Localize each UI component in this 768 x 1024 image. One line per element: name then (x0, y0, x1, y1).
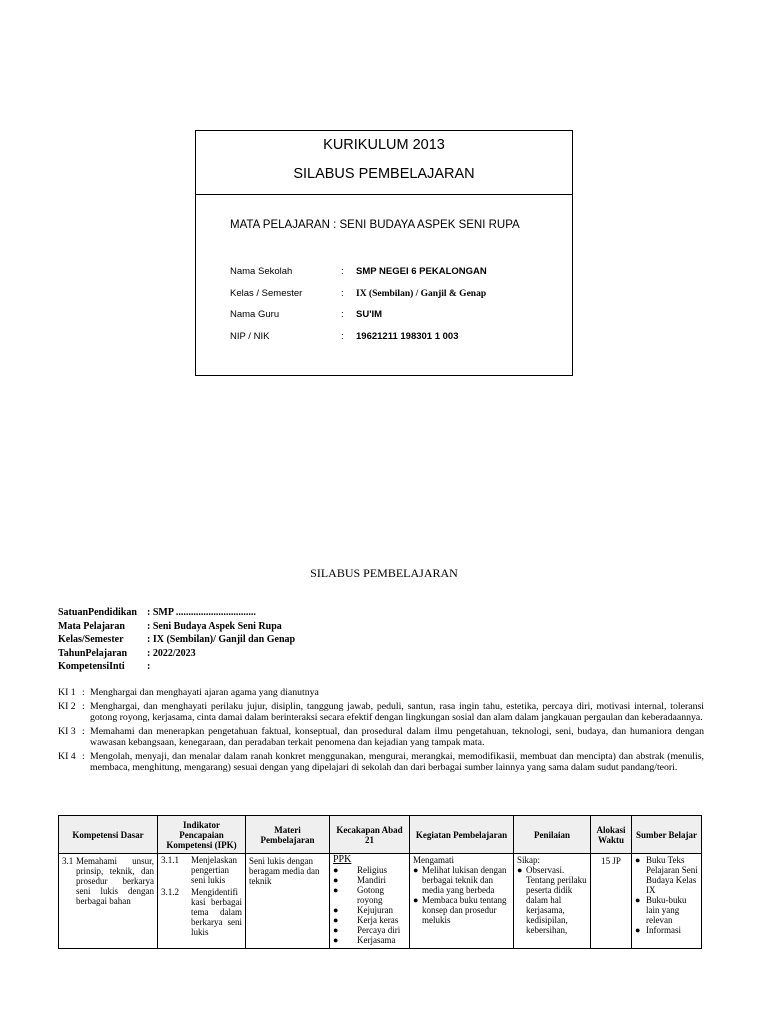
identity-row (58, 634, 295, 648)
header-sumber: Sumber Belajar (632, 816, 702, 854)
cover-info-label: Kelas / Semester (230, 287, 303, 299)
identity-label: TahunPelajaran (58, 647, 128, 659)
cell-kompetensi-dasar (59, 854, 158, 949)
bullet-icon: ● (333, 875, 339, 885)
page-title: SILABUS PEMBELAJARAN (310, 566, 458, 580)
ki-code: KI 3 (58, 725, 76, 737)
ki-item: KI 3 : Memahami dan menerapkan pengetahuan faktual, konseptual, dan prosedural dalam ilmu pengetahuan, teknologi, seni, budaya, dan humaniora dengan wawasan kebangsaan, kenegaraan, dan peradaban terkait penomena dan kejadian yang tampak mata. (58, 725, 704, 748)
header-penilaian: Penilaian (514, 816, 591, 854)
cover-info-row: Nama Guru : SU'IM (230, 309, 383, 320)
syllabus-table (58, 815, 702, 949)
cell-ipk (158, 854, 246, 949)
identity-value: : Seni Budaya Aspek Seni Rupa (147, 620, 282, 632)
penilaian-item: ● Observasi. (517, 865, 565, 875)
ppk-item: ● Kerjasama (333, 935, 396, 945)
bullet-icon: ● (333, 905, 339, 915)
identity-value: : (147, 661, 151, 672)
kegiatan-item: ● Melihat lukisan dengan berbagai teknik dan media yang berbeda (413, 865, 507, 895)
bullet-icon: ● (333, 885, 339, 895)
cover-info-value: SU'IM (356, 309, 383, 320)
identity-row (58, 621, 295, 635)
identity-value: : IX (Sembilan)/ Ganjil dan Genap (147, 634, 296, 645)
cover-box (195, 130, 573, 376)
materi-text: Seni lukis dengan beragam media dan teknik (249, 856, 320, 886)
sumber-item: ● Buku Teks Pelajaran Seni Budaya Kelas IX (635, 855, 698, 895)
cell-kegiatan (410, 854, 514, 949)
cover-info-label: Nama Guru (230, 309, 280, 320)
ipk-number: 3.1.1 (161, 855, 179, 865)
ki-code: KI 1 (58, 687, 76, 698)
ki-text: Mengolah, menyaji, dan menalar dalam ranah konkret menggunakan, mengurai, merangkai, memodifikasii, membuat dan mencipta) dan abstrak (menulis, membaca, menghitung, mengarang) sesuai dengan yang dipelajari di sekolah dan dari berbagai sumber lainnya yang sama dalam sudut pandang/teori. (90, 750, 704, 773)
table-header-row (59, 816, 702, 854)
bullet-icon: ● (333, 925, 339, 935)
header-alokasi: Alokasi Waktu (591, 816, 632, 854)
ki-code: KI 4 (58, 750, 76, 762)
table-row (59, 854, 702, 949)
cover-info-label: Nama Sekolah (230, 266, 293, 277)
ki-text: Menghargai dan menghayati ajaran agama yang dianutnya (90, 687, 319, 698)
bullet-icon: ● (635, 855, 641, 865)
cover-subject-value: : SENI BUDAYA ASPEK SENI RUPA (333, 219, 520, 231)
ppk-item: ● Kejujuran (333, 905, 393, 915)
header-kecakapan: Kecakapan Abad 21 (330, 816, 410, 854)
cover-info-row: NIP / NIK : 19621211 198301 1 003 (230, 330, 459, 342)
ipk-number: 3.1.2 (161, 887, 179, 897)
kd-text: Memahami unsur, prinsip, teknik, dan prosedur berkarya seni lukis dengan berbagai bahan (76, 856, 154, 906)
ppk-item: ● Religius (333, 865, 388, 875)
bullet-icon: ● (333, 935, 339, 945)
bullet-icon: ● (333, 915, 339, 925)
cover-info-row: Nama Sekolah : SMP NEGEI 6 PEKALONGAN (230, 266, 487, 277)
cell-materi (246, 854, 330, 949)
ki-text: Menghargai, dan menghayati perilaku jujur, disiplin, tanggung jawab, peduli, santun, rasa ingin tahu, estetika, percaya diri, motivasi internal, toleransi gotong royong, kerjasama, cinta damai dalam berinteraksi secara efektif dengan lingkungan sosial dan alam dalam jangkauan pergaulan dan keberadaannya. (90, 700, 704, 723)
ppk-label: PPK (333, 854, 352, 865)
bullet-icon: ● (517, 865, 523, 875)
identity-label: Kelas/Semester (58, 634, 124, 645)
sumber-item: ● Buku-buku lain yang relevan (635, 895, 687, 925)
cover-info-value: IX (Sembilan) / Ganjil & Genap (356, 288, 487, 299)
cover-info-row: Kelas / Semester : IX (Sembilan) / Ganjil & Genap (230, 287, 487, 299)
ki-item: KI 4 : Mengolah, menyaji, dan menalar dalam ranah konkret menggunakan, mengurai, merangkai, memodifikasii, membuat dan mencipta) dan abstrak (menulis, membaca, menghitung, mengarang) sesuai dengan yang dipelajari di sekolah dan dari berbagai sumber lainnya yang sama dalam sudut pandang/teori. (58, 750, 704, 773)
identity-row (58, 607, 295, 621)
bullet-icon: ● (413, 895, 419, 905)
header-kompetensi-dasar: Kompetensi Dasar (59, 816, 158, 854)
identity-value: : SMP ................................ (147, 607, 256, 618)
penilaian-head: Sikap: (517, 855, 541, 865)
ppk-item: ● Mandiri (333, 875, 386, 885)
cell-kecakapan (330, 854, 410, 949)
ipk-text: Mengidentifi kasi berbagai tema dalam berkarya seni lukis (191, 887, 242, 937)
ppk-item: ● Percaya diri (333, 925, 401, 935)
kegiatan-head: Mengamati (413, 855, 454, 865)
bullet-icon: ● (635, 925, 641, 935)
ppk-item: ● Gotong royong (333, 885, 384, 905)
cover-info-value: SMP NEGEI 6 PEKALONGAN (356, 266, 487, 277)
identity-row (58, 661, 295, 675)
header-ipk: Indikator Pencapaian Kompetensi (IPK) (158, 816, 246, 854)
identity-row (58, 648, 295, 662)
cell-penilaian (514, 854, 591, 949)
bullet-icon: ● (413, 865, 419, 875)
alokasi-value: 15 JP (601, 856, 621, 866)
identity-label: SatuanPendidikan (58, 607, 137, 618)
cover-info (230, 266, 487, 352)
ki-list (58, 687, 704, 776)
cover-subtitle: SILABUS PEMBELAJARAN (293, 166, 475, 182)
cover-info-label: NIP / NIK (230, 330, 270, 342)
ki-text: Memahami dan menerapkan pengetahuan faktual, konseptual, dan prosedural dalam ilmu pengetahuan, teknologi, seni, budaya, dan humaniora dengan wawasan kebangsaan, kenegaraan, dan peradaban terkait penomena dan kejadian yang tampak mata. (90, 725, 704, 748)
bullet-icon: ● (635, 895, 641, 905)
kegiatan-item: ● Membaca buku tentang konsep dan prosedur melukis (413, 895, 507, 925)
identity-label: Mata Pelajaran (58, 620, 125, 632)
identity-label: KompetensiInti (58, 661, 125, 672)
ki-item: KI 1 : Menghargai dan menghayati ajaran agama yang dianutnya (58, 687, 704, 699)
cell-sumber (632, 854, 702, 949)
ki-code: KI 2 (58, 700, 76, 712)
penilaian-text: Tentang perilaku peserta didik dalam hal kerjasama, kedisipilan, kebersihan, (526, 875, 587, 935)
cover-info-value: 19621211 198301 1 003 (356, 330, 459, 342)
sumber-item: ● Informasi (635, 925, 681, 935)
header-kegiatan: Kegiatan Pembelajaran (410, 816, 514, 854)
cover-subject (230, 219, 520, 231)
cover-header (196, 131, 572, 195)
bullet-icon: ● (333, 865, 339, 875)
ki-item: KI 2 : Menghargai, dan menghayati perilaku jujur, disiplin, tanggung jawab, peduli, santun, rasa ingin tahu, estetika, percaya diri, motivasi internal, toleransi gotong royong, kerjasama, cinta damai dalam berinteraksi secara efektif dengan lingkungan sosial dan alam dalam jangkauan pergaulan dan keberadaannya. (58, 700, 704, 723)
header-materi: Materi Pembelajaran (246, 816, 330, 854)
ppk-item: ● Kerja keras (333, 915, 399, 925)
kd-number: 3.1 (62, 856, 74, 866)
ipk-text: Menjelaskan pengertian seni lukis (191, 855, 237, 885)
cell-alokasi (591, 854, 632, 949)
identity-block (58, 607, 295, 675)
identity-value: : 2022/2023 (147, 647, 196, 659)
cover-subject-label: MATA PELAJARAN (230, 219, 330, 231)
cover-title: KURIKULUM 2013 (323, 137, 445, 153)
